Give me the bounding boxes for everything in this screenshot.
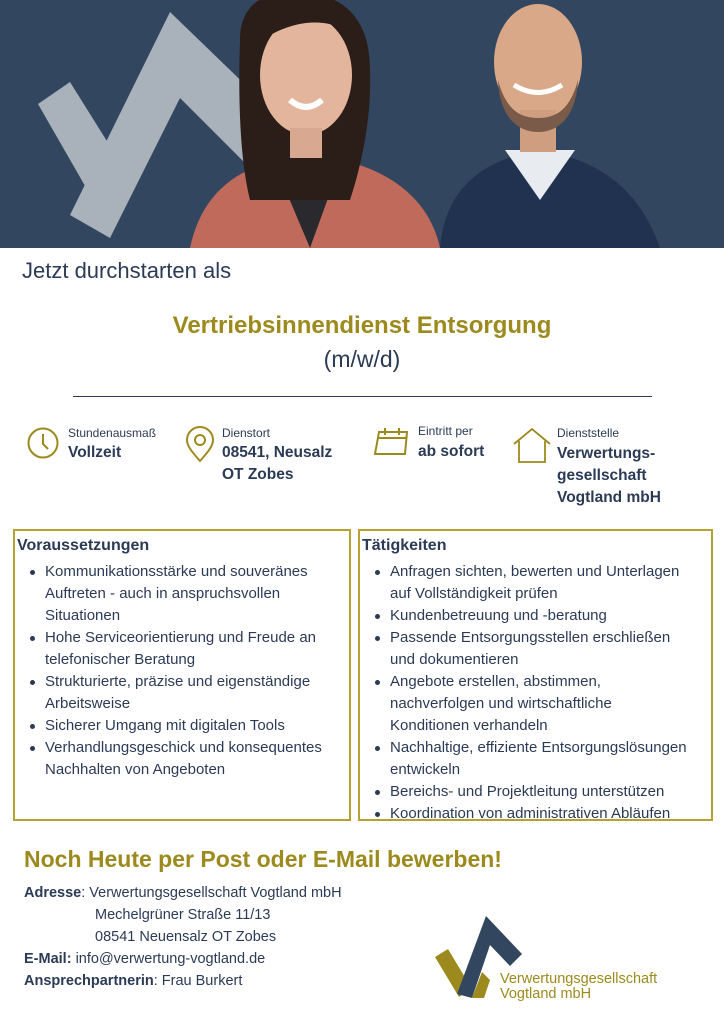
list-item: Bereichs- und Projektleitung unterstützen	[390, 781, 687, 803]
list-item: Kommunikationsstärke und souveränes Auftreten - auch in anspruchsvollen Situationen	[45, 561, 322, 627]
info-value: ab sofort	[418, 443, 485, 460]
calendar-icon	[372, 426, 412, 460]
list-item: Kundenbetreuung und -beratung	[390, 605, 687, 627]
contact-person-label: Ansprechpartnerin	[24, 973, 154, 989]
house-icon	[512, 426, 552, 464]
info-label: Stundenausmaß	[68, 426, 157, 440]
contact-person: Frau Burkert	[161, 973, 243, 989]
divider	[73, 396, 652, 397]
list-item: Angebote erstellen, abstimmen, nachverfolgen und wirtschaftliche Konditionen verhandeln	[390, 671, 687, 737]
intro-text: Jetzt durchstarten als	[22, 258, 232, 283]
info-value: OT Zobes	[222, 466, 294, 483]
location-pin-icon	[184, 426, 216, 464]
requirements-box	[13, 529, 351, 821]
list-item: Verhandlungsgeschick und konsequentes Nachhalten von Angeboten	[45, 737, 322, 781]
job-gender: (m/w/d)	[323, 346, 401, 372]
logo-wordmark	[500, 972, 657, 1002]
list-item: Nachhaltige, effiziente Entsorgungslösungen entwickeln	[390, 737, 687, 781]
list-item: Strukturierte, präzise und eigenständige Arbeitsweise	[45, 671, 322, 715]
tasks-list	[360, 561, 687, 825]
info-label: Dienstort	[222, 426, 271, 440]
address-line: 08541 Neuensalz OT Zobes	[95, 929, 277, 945]
info-value: Verwertungs-	[557, 445, 656, 462]
job-title: Vertriebsinnendienst Entsorgung	[172, 312, 552, 339]
email-link[interactable]: info@verwertung-vogtland.de	[75, 951, 266, 967]
clock-icon	[26, 426, 60, 460]
address-line: Mechelgrüner Straße 11/13	[95, 907, 271, 923]
info-value: Vollzeit	[68, 444, 122, 461]
requirements-title: Voraussetzungen	[17, 537, 150, 554]
info-value: gesellschaft	[557, 467, 647, 484]
address-label: Adresse	[24, 885, 82, 901]
list-item: Passende Entsorgungsstellen erschließen und dokumentieren	[390, 627, 687, 671]
list-item: Anfragen sichten, bewerten und Unterlagen auf Vollständigkeit prüfen	[390, 561, 687, 605]
email-row	[24, 948, 265, 970]
address-line: Verwertungsgesellschaft Vogtland mbH	[89, 885, 342, 901]
list-item: Sicherer Umgang mit digitalen Tools	[45, 715, 322, 737]
contact-person-row: Ansprechpartnerin: Frau Burkert	[24, 973, 243, 989]
email-label: E-Mail:	[24, 951, 72, 967]
list-item: Koordination von administrativen Abläufen	[390, 803, 687, 825]
logo-line: Vogtland mbH	[500, 986, 592, 1002]
info-value: 08541, Neusalz	[222, 444, 333, 461]
tasks-box	[358, 529, 713, 821]
cta-heading: Noch Heute per Post oder E-Mail bewerben!	[24, 846, 502, 872]
hero-illustration	[0, 0, 724, 248]
requirements-list	[15, 561, 322, 781]
info-value: Vogtland mbH	[557, 489, 661, 506]
info-label: Eintritt per	[418, 424, 473, 438]
tasks-title: Tätigkeiten	[362, 537, 447, 554]
info-label: Dienststelle	[557, 426, 620, 440]
person-man	[440, 4, 660, 248]
hero-photo	[0, 0, 724, 248]
list-item: Hohe Serviceorientierung und Freude an telefonischer Beratung	[45, 627, 322, 671]
logo-line: Verwertungsgesellschaft	[500, 971, 658, 987]
address-row: Adresse: Verwertungsgesellschaft Vogtland mbH	[24, 885, 342, 901]
